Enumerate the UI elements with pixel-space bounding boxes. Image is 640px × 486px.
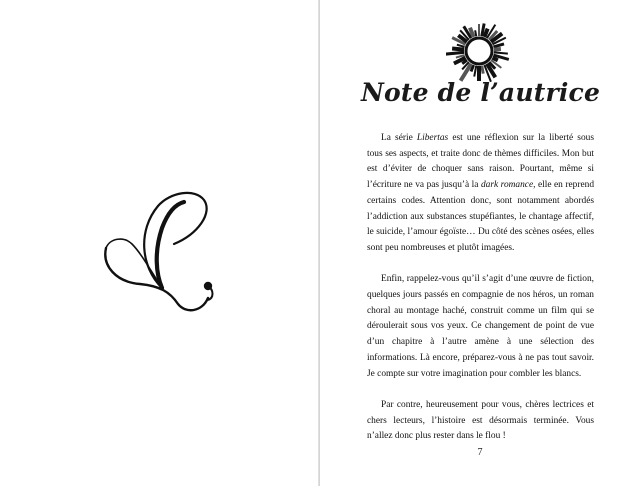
paragraph-text: Par contre, heureusement pour vous, chères lectrices et chers lecteurs, l’histoire est désormais terminée. Vous n’allez donc plus rester dans le flou ! <box>367 399 594 442</box>
page-gutter <box>318 0 320 486</box>
italic-text: dark romance <box>480 180 534 191</box>
page-title: Note de l’autrice <box>360 78 601 107</box>
paragraph-text: La série <box>381 133 417 143</box>
italic-text: Libertas <box>416 133 449 143</box>
monogram-letter <box>100 170 220 320</box>
paragraph-text: Enfin, rappelez-vous qu’il s’agit d’une œuvre de fiction, quelques jours passés en compagnie de nos héros, un roman choral au montage haché, construit comme un film qui se déroulerait sous vos yeux. Ce changement de point de vue d’un chapitre à l’autre amène à une sélection des informations. Là encore, préparez-vous à ne pas tout savoir. Je compte sur votre imagination pour combler les blancs. <box>367 274 594 379</box>
paragraph-text: est une réflexion sur la liberté sous tous ses aspects, et traite donc de thèmes difficiles. Mon but est d’éviter de choquer sans raison. Pourtant, même si l’écriture ne va pas jusqu’à la <box>367 133 594 191</box>
paragraph <box>367 131 594 257</box>
paragraph-text: , elle en reprend certains codes. Attention donc, sont notamment abordés l’addiction aux substances stupéfiantes, le chantage affectif, le suicide, l’amour égoïste… Du côté des scènes osées, elles sont peu nombreuses et plutôt imagées. <box>367 180 595 253</box>
page-number: 7 <box>477 447 483 458</box>
paragraph <box>367 272 594 382</box>
author-note-body <box>367 131 594 445</box>
left-page <box>0 0 318 486</box>
city-skyline-ring-icon <box>446 18 512 84</box>
paragraph <box>367 398 594 445</box>
